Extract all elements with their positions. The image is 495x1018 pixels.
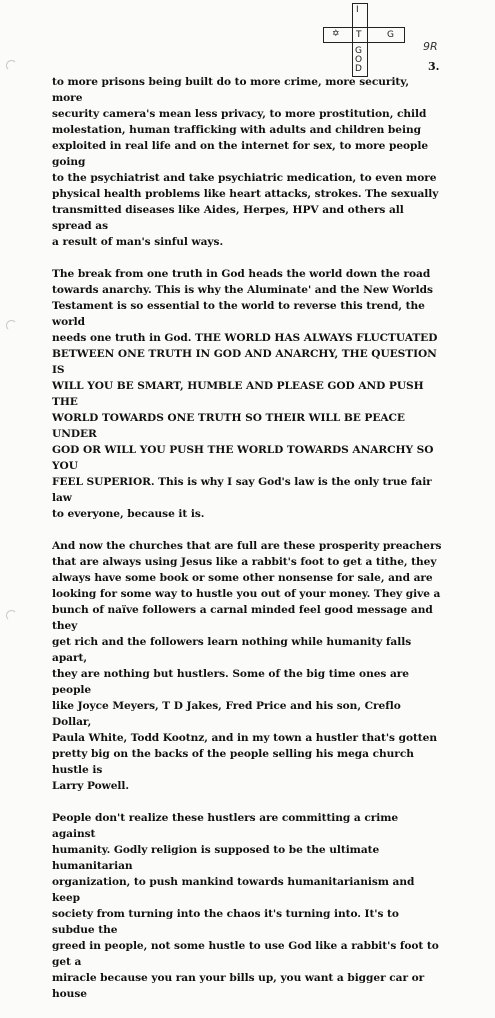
cross-center-letter: T xyxy=(356,30,362,40)
body-text xyxy=(52,74,442,1018)
paragraph: The break from one truth in God heads the world down the road towards anarchy. This is why the Aluminate' and the New Worlds Testament is so essential to the world to reverse this trend, the world needs one truth in God. THE WORLD HAS ALWAYS FLUCTUATED BETWEEN ONE TRUTH IN GOD AND ANARCHY, THE QUESTION IS WILL YOU BE SMART, HUMBLE AND PLEASE GOD AND PUSH THE WORLD TOWARDS ONE TRUTH SO THEIR WILL BE PEACE UNDER GOD OR WILL YOU PUSH THE WORLD TOWARDS ANARCHY SO YOU FEEL SUPERIOR. This is why I say God's law is the only true fair law to everyone, because it is. xyxy=(52,268,438,520)
cross-right-letter: G xyxy=(387,30,394,40)
paragraph: to more prisons being built do to more crime, more security, more security camera's mean less privacy, to more prostitution, child molestation, human trafficking with adults and children being exploited in real life and on the internet for sex, to more people going to the psychiatrist and take psychiatric medication, to even more physical health problems like heart attacks, strokes. The sexually transmitted diseases like Aides, Herpes, HPV and others all spread as a result of man's sinful ways. xyxy=(52,76,439,248)
page-number: 3. xyxy=(428,60,440,73)
margin-note: 9R xyxy=(423,40,438,53)
paragraph: And now the churches that are full are these prosperity preachers that are always using Jesus like a rabbit's foot to get a tithe, they always have some book or some other nonsense for sale, and are looking for some way to hustle you out of your money. They give a bunch of naïve followers a carnal minded feel good message and they get rich and the followers learn nothing while humanity falls apart, they are nothing but hustlers. Some of the big time ones are people like Joyce Meyers, T D Jakes, Fred Price and his son, Creflo Dollar, Paula White, Todd Kootnz, and in my town a hustler that's gotten pretty big on the backs of the people selling his mega church hustle is Larry Powell. xyxy=(52,540,442,792)
cross-vertical-word: GOD xyxy=(355,46,363,74)
hand-drawn-cross xyxy=(323,3,405,77)
cross-top-letter: I xyxy=(356,5,359,15)
star-of-david-icon: ✡ xyxy=(332,29,340,39)
paragraph: People don't realize these hustlers are committing a crime against humanity. Godly religion is supposed to be the ultimate humanitarian organization, to push mankind towards humanitarianism and keep society from turning into the chaos it's turning into. It's to subdue the greed in people, not some hustle to use God like a rabbit's foot to get a miracle because you ran your bills up, you want a bigger car or house xyxy=(52,812,439,1000)
punch-hole-mark xyxy=(6,610,17,621)
punch-hole-mark xyxy=(6,320,17,331)
punch-hole-mark xyxy=(6,60,17,71)
